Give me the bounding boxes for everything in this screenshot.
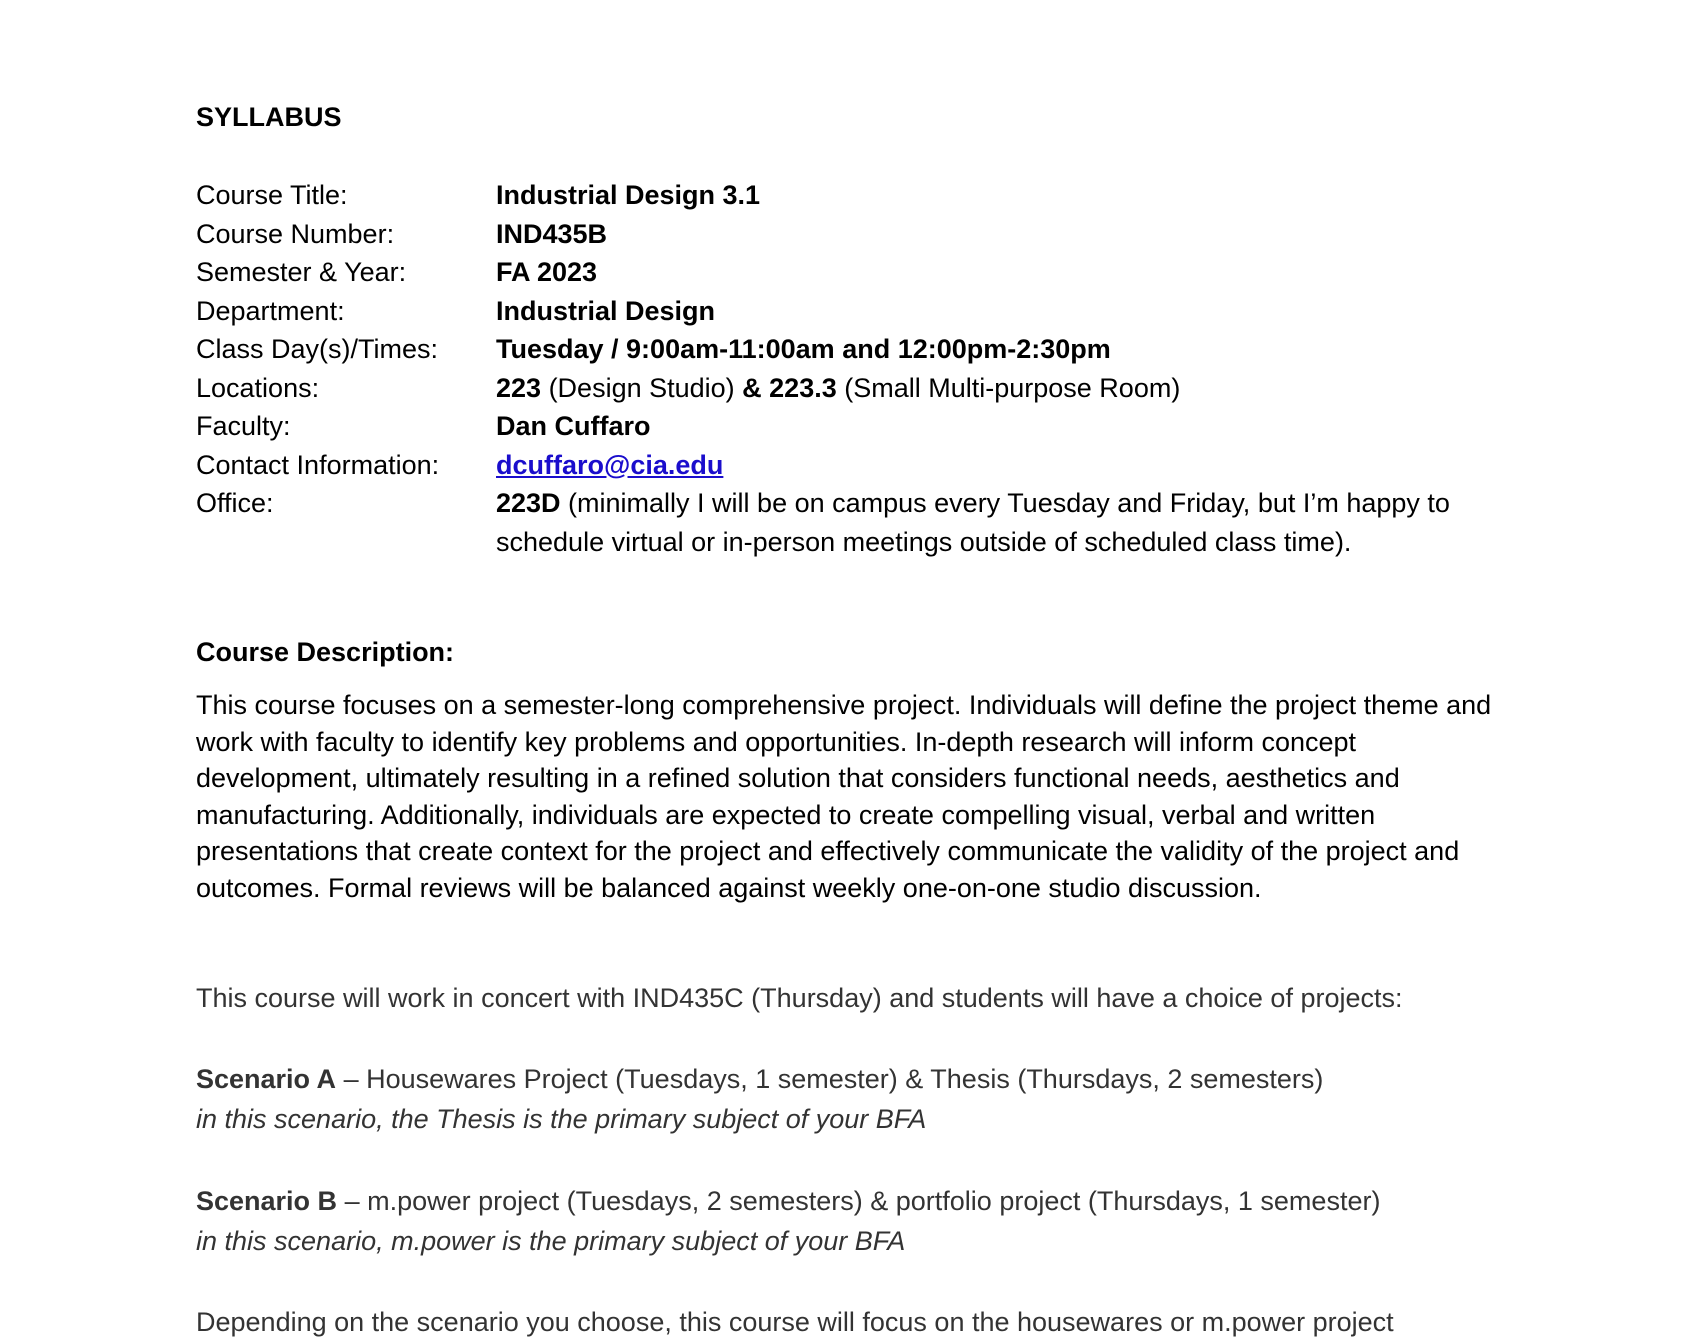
- scenario-a-label: Scenario A: [196, 1063, 337, 1094]
- semester-value: FA 2023: [496, 257, 598, 287]
- cutoff-paragraph: Depending on the scenario you choose, this course will focus on the housewares or m.power project: [196, 1306, 1394, 1337]
- class-times-value: Tuesday / 9:00am-11:00am and 12:00pm-2:30pm: [496, 334, 1111, 364]
- faculty-label: Faculty:: [196, 411, 291, 441]
- department-value: Industrial Design: [496, 295, 716, 326]
- scenario-b: [196, 1181, 1516, 1261]
- office-room: 223D: [496, 488, 561, 518]
- scenario-a-note: in this scenario, the Thesis is the primary subject of your BFA: [196, 1103, 927, 1134]
- document-title: SYLLABUS: [196, 102, 342, 132]
- info-row-class-times: [196, 330, 1516, 369]
- concert-text: This course will work in concert with IND435C (Thursday) and students will have a choice of projects:: [196, 982, 1403, 1013]
- course-number-value: IND435B: [496, 218, 608, 249]
- course-description-heading: Course Description:: [196, 637, 455, 667]
- info-row-department: [196, 292, 1516, 331]
- locations-label: Locations:: [196, 372, 320, 403]
- scenario-a-line: [196, 1059, 1516, 1099]
- scenario-b-line: [196, 1181, 1516, 1221]
- course-info-table: [196, 176, 1516, 561]
- info-row-contact: [196, 446, 1516, 485]
- faculty-value: Dan Cuffaro: [496, 411, 651, 441]
- location-room-223: 223: [496, 372, 542, 403]
- location-room-223-desc: (Design Studio): [541, 372, 743, 403]
- scenario-b-note: in this scenario, m.power is the primary subject of your BFA: [196, 1225, 906, 1256]
- scenario-a: [196, 1059, 1516, 1139]
- semester-label: Semester & Year:: [196, 257, 407, 287]
- info-row-locations: [196, 369, 1516, 408]
- office-label: Office:: [196, 488, 274, 518]
- info-row-course-title: [196, 176, 1516, 215]
- location-room-223-3: & 223.3: [742, 372, 837, 403]
- scenario-a-text: – Housewares Project (Tuesdays, 1 semester) & Thesis (Thursdays, 2 semesters): [336, 1063, 1324, 1094]
- info-row-semester: [196, 253, 1516, 292]
- contact-email-link[interactable]: dcuffaro@cia.edu: [496, 449, 724, 480]
- locations-value: [496, 369, 1516, 408]
- course-number-label: Course Number:: [196, 218, 395, 249]
- office-note: (minimally I will be on campus every Tuesday and Friday, but I’m happy to schedule virtual or in-person meetings outside of scheduled class time).: [496, 488, 1450, 557]
- document-page: [196, 98, 1516, 1341]
- info-row-office: [196, 484, 1516, 561]
- contact-label: Contact Information:: [196, 449, 440, 480]
- scenario-b-text: – m.power project (Tuesdays, 2 semesters) & portfolio project (Thursdays, 1 semester): [337, 1185, 1381, 1216]
- office-value: [496, 484, 1516, 561]
- course-description-text: This course focuses on a semester-long comprehensive project. Individuals will define the project theme and work with faculty to identify key problems and opportunities. In-depth research will inform concept development, ultimately resulting in a refined solution that considers functional needs, aesthetics and manufacturing. Additionally, individuals are expected to create compelling visual, verbal and written presentations that create context for the project and effectively communicate the validity of the project and outcomes. Formal reviews will be balanced against weekly one-on-one studio discussion.: [196, 690, 1492, 903]
- contact-value-wrap: [496, 446, 1516, 485]
- info-row-course-number: [196, 215, 1516, 254]
- scenario-b-label: Scenario B: [196, 1185, 338, 1216]
- department-label: Department:: [196, 295, 345, 326]
- location-room-223-3-desc: (Small Multi-purpose Room): [836, 372, 1181, 403]
- class-times-label: Class Day(s)/Times:: [196, 334, 439, 364]
- course-title-value: Industrial Design 3.1: [496, 180, 761, 210]
- course-title-label: Course Title:: [196, 180, 348, 210]
- info-row-faculty: [196, 407, 1516, 446]
